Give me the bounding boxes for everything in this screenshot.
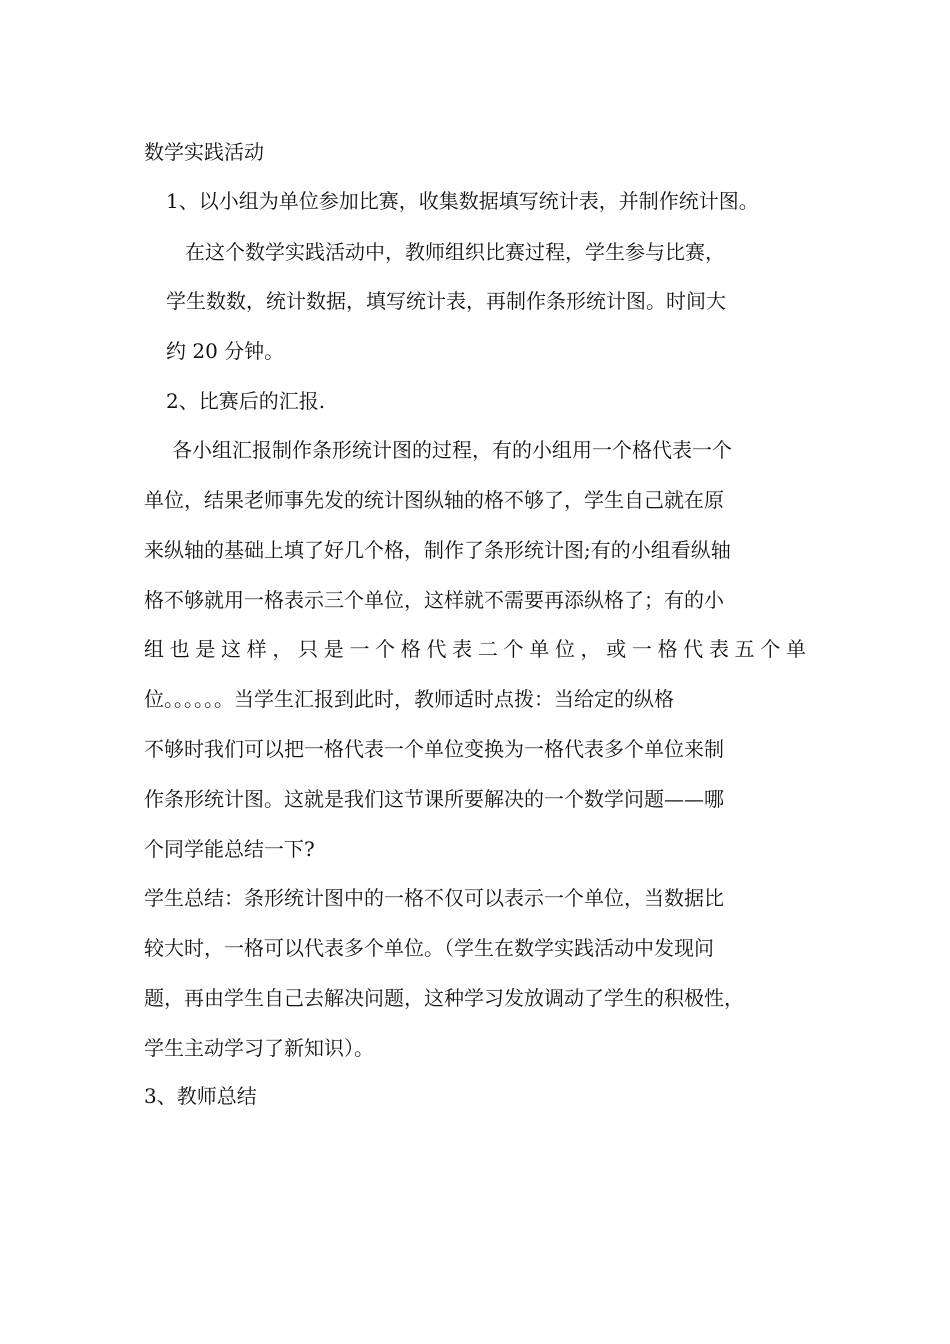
paragraph-2-line-1: 各小组汇报制作条形统计图的过程，有的小组用一个格代表一个 xyxy=(172,438,732,462)
paragraph-1-line-3: 约 20 分钟。 xyxy=(166,339,285,363)
paragraph-3-line-3: 题，再由学生自己去解决问题，这种学习发放调动了学生的积极性， xyxy=(144,986,744,1010)
paragraph-3-line-4: 学生主动学习了新知识）。 xyxy=(144,1036,374,1060)
paragraph-2-line-2: 单位，结果老师事先发的统计图纵轴的格不够了，学生自己就在原 xyxy=(144,488,724,512)
paragraph-2-line-6: 位。。。。。。当学生汇报到此时，教师适时点拨：当给定的纵格 xyxy=(144,687,674,711)
paragraph-2-line-5: 组也是这样，只是一个格代表二个单位，或一格代表五个单 xyxy=(144,637,806,661)
paragraph-2-line-7: 不够时我们可以把一格代表一个单位变换为一格代表多个单位来制 xyxy=(144,737,724,761)
item-3-heading: 3、教师总结 xyxy=(144,1084,257,1108)
paragraph-3-line-2: 较大时，一格可以代表多个单位。（学生在数学实践活动中发现问 xyxy=(144,936,714,960)
paragraph-2-line-4: 格不够就用一格表示三个单位，这样就不需要再添纵格了；有的小 xyxy=(144,588,724,612)
paragraph-3-line-1: 学生总结：条形统计图中的一格不仅可以表示一个单位，当数据比 xyxy=(144,886,724,910)
paragraph-1-line-1: 在这个数学实践活动中，教师组织比赛过程，学生参与比赛， xyxy=(185,240,725,264)
paragraph-2-line-3: 来纵轴的基础上填了好几个格，制作了条形统计图;有的小组看纵轴 xyxy=(144,538,731,562)
paragraph-2-line-8: 作条形统计图。这就是我们这节课所要解决的一个数学问题——哪 xyxy=(144,787,724,811)
document-title: 数学实践活动 xyxy=(144,140,264,164)
paragraph-2-line-9: 个同学能总结一下? xyxy=(144,837,315,861)
item-2-heading: 2、比赛后的汇报. xyxy=(166,389,326,413)
item-1-heading: 1、以小组为单位参加比赛，收集数据填写统计表，并制作统计图。 xyxy=(166,189,759,213)
paragraph-1-line-2: 学生数数，统计数据，填写统计表，再制作条形统计图。时间大 xyxy=(166,289,726,313)
